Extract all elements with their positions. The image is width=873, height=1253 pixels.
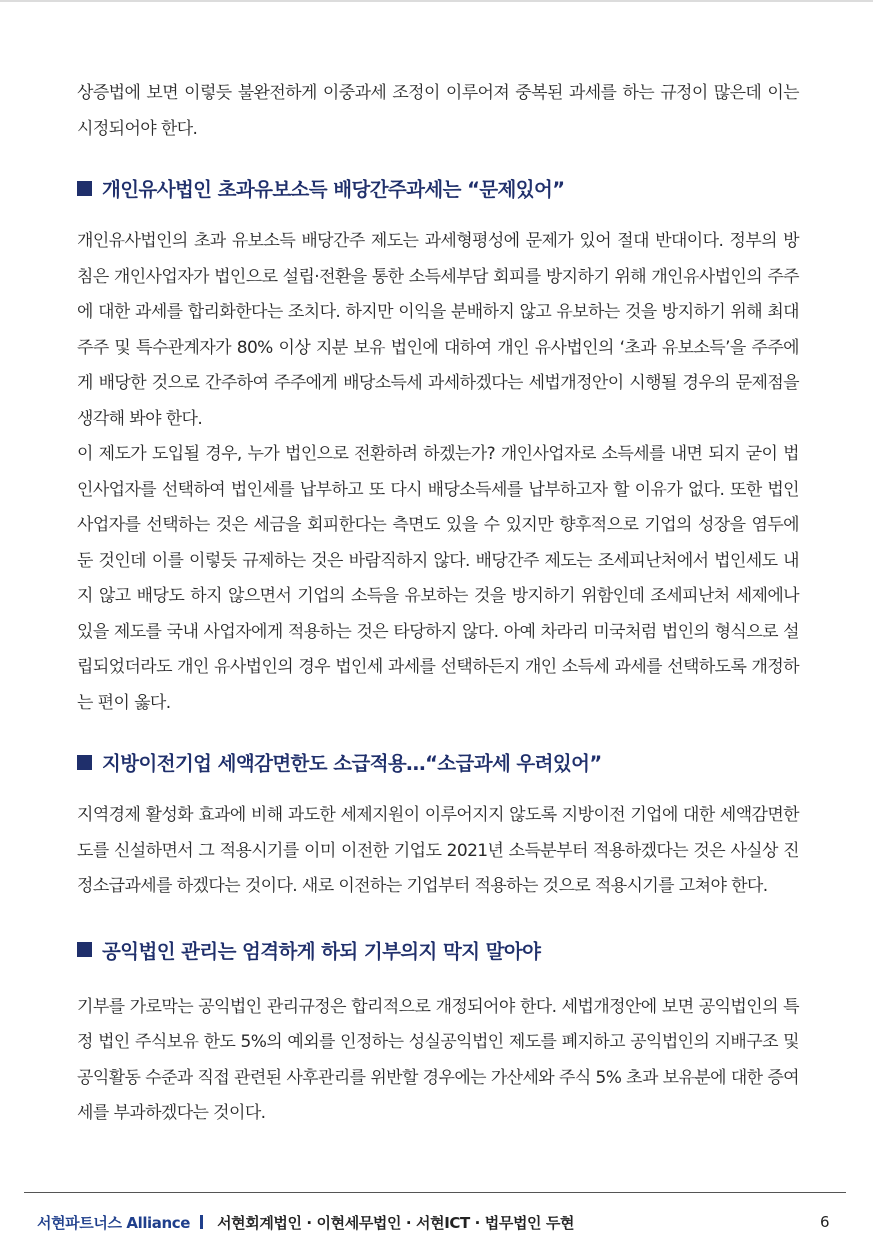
section-heading-1 [77, 173, 799, 203]
footer-brand: 서현파트너스 Alliance [37, 1213, 191, 1232]
section-2-paragraph-1: 지역경제 활성화 효과에 비해 과도한 세제지원이 이루어지지 않도록 지방이전 기업에 대한 세액감면한도를 신설하면서 그 적용시기를 이미 이전한 기업도 2021년 소득분부터 적용하겠다는 것은 사실상 진정소급과세를 하겠다는 것이다. 새로 이전하는 기업부터 적용하는 것으로 적용시기를 고쳐야 한다. [77, 805, 799, 896]
intro-paragraph: 상증법에 보면 이렇듯 불완전하게 이중과세 조정이 이루어져 중복된 과세를 하는 규정이 많은데 이는 시정되어야 한다. [77, 83, 799, 139]
section-heading-2 [77, 747, 799, 777]
page-number: 6 [820, 1213, 830, 1231]
document-body [77, 76, 799, 1132]
section-3-paragraph-1: 기부를 가로막는 공익법인 관리규정은 합리적으로 개정되어야 한다. 세법개정안에 보면 공익법인의 특정 법인 주식보유 한도 5%의 예외를 인정하는 성실공익법인 제도를 폐지하고 공익법인의 지배구조 및 공익활동 수준과 직접 관련된 사후관리를 위반할 경우에는 가산세와 주식 5% 초과 보유분에 대한 증여세를 부과하겠다는 것이다. [77, 996, 799, 1123]
section-1-paragraph-1: 개인유사법인의 초과 유보소득 배당간주 제도는 과세형평성에 문제가 있어 절대 반대이다. 정부의 방침은 개인사업자가 법인으로 설립·전환을 통한 소득세부담 회피를 방지하기 위해 개인유사법인의 주주에 대한 과세를 합리화한다는 조치다. 하지만 이익을 분배하지 않고 유보하는 것을 방지하기 위해 최대주주 및 특수관계자가 80% 이상 지분 보유 법인에 대하여 개인 유사법인의 ‘초과 유보소득’을 주주에게 배당한 것으로 간주하여 주주에게 배당소득세 과세하겠다는 세법개정안이 시행될 경우의 문제점을 생각해 봐야 한다. [77, 231, 799, 429]
square-bullet-icon [77, 181, 92, 196]
footer-divider [24, 1192, 846, 1193]
footer [37, 1208, 574, 1236]
section-heading-1-text: 개인유사법인 초과유보소득 배당간주과세는 “문제있어” [102, 178, 565, 201]
square-bullet-icon [77, 755, 92, 770]
section-heading-3 [77, 935, 799, 965]
square-bullet-icon [77, 942, 92, 957]
section-1-paragraph-2: 이 제도가 도입될 경우, 누가 법인으로 전환하려 하겠는가? 개인사업자로 소득세를 내면 되지 굳이 법인사업자를 선택하여 법인세를 납부하고 또 다시 배당소득세를 납부하고자 할 이유가 없다. 또한 법인사업자를 선택하는 것은 세금을 회피한다는 측면도 있을 수 있지만 향후적으로 기업의 성장을 염두에 둔 것인데 이를 이렇듯 규제하는 것은 바람직하지 않다. 배당간주 제도는 조세피난처에서 법인세도 내지 않고 배당도 하지 않으면서 기업의 소득을 유보하는 것을 방지하기 위함인데 조세피난처 세제에나 있을 제도를 국내 사업자에게 적용하는 것은 타당하지 않다. 아예 차라리 미국처럼 법인의 형식으로 설립되었더라도 개인 유사법인의 경우 법인세 과세를 선택하든지 개인 소득세 과세를 선택하도록 개정하는 편이 옳다. [77, 444, 799, 713]
footer-separator-bar [200, 1215, 203, 1229]
section-heading-3-text: 공익법인 관리는 엄격하게 하되 기부의지 막지 말아야 [102, 939, 541, 963]
section-heading-2-text: 지방이전기업 세액감면한도 소급적용…“소급과세 우려있어” [102, 752, 602, 775]
top-divider [0, 0, 873, 2]
footer-firms: 서현회계법인 · 이현세무법인 · 서현ICT · 법무법인 두현 [217, 1213, 575, 1232]
